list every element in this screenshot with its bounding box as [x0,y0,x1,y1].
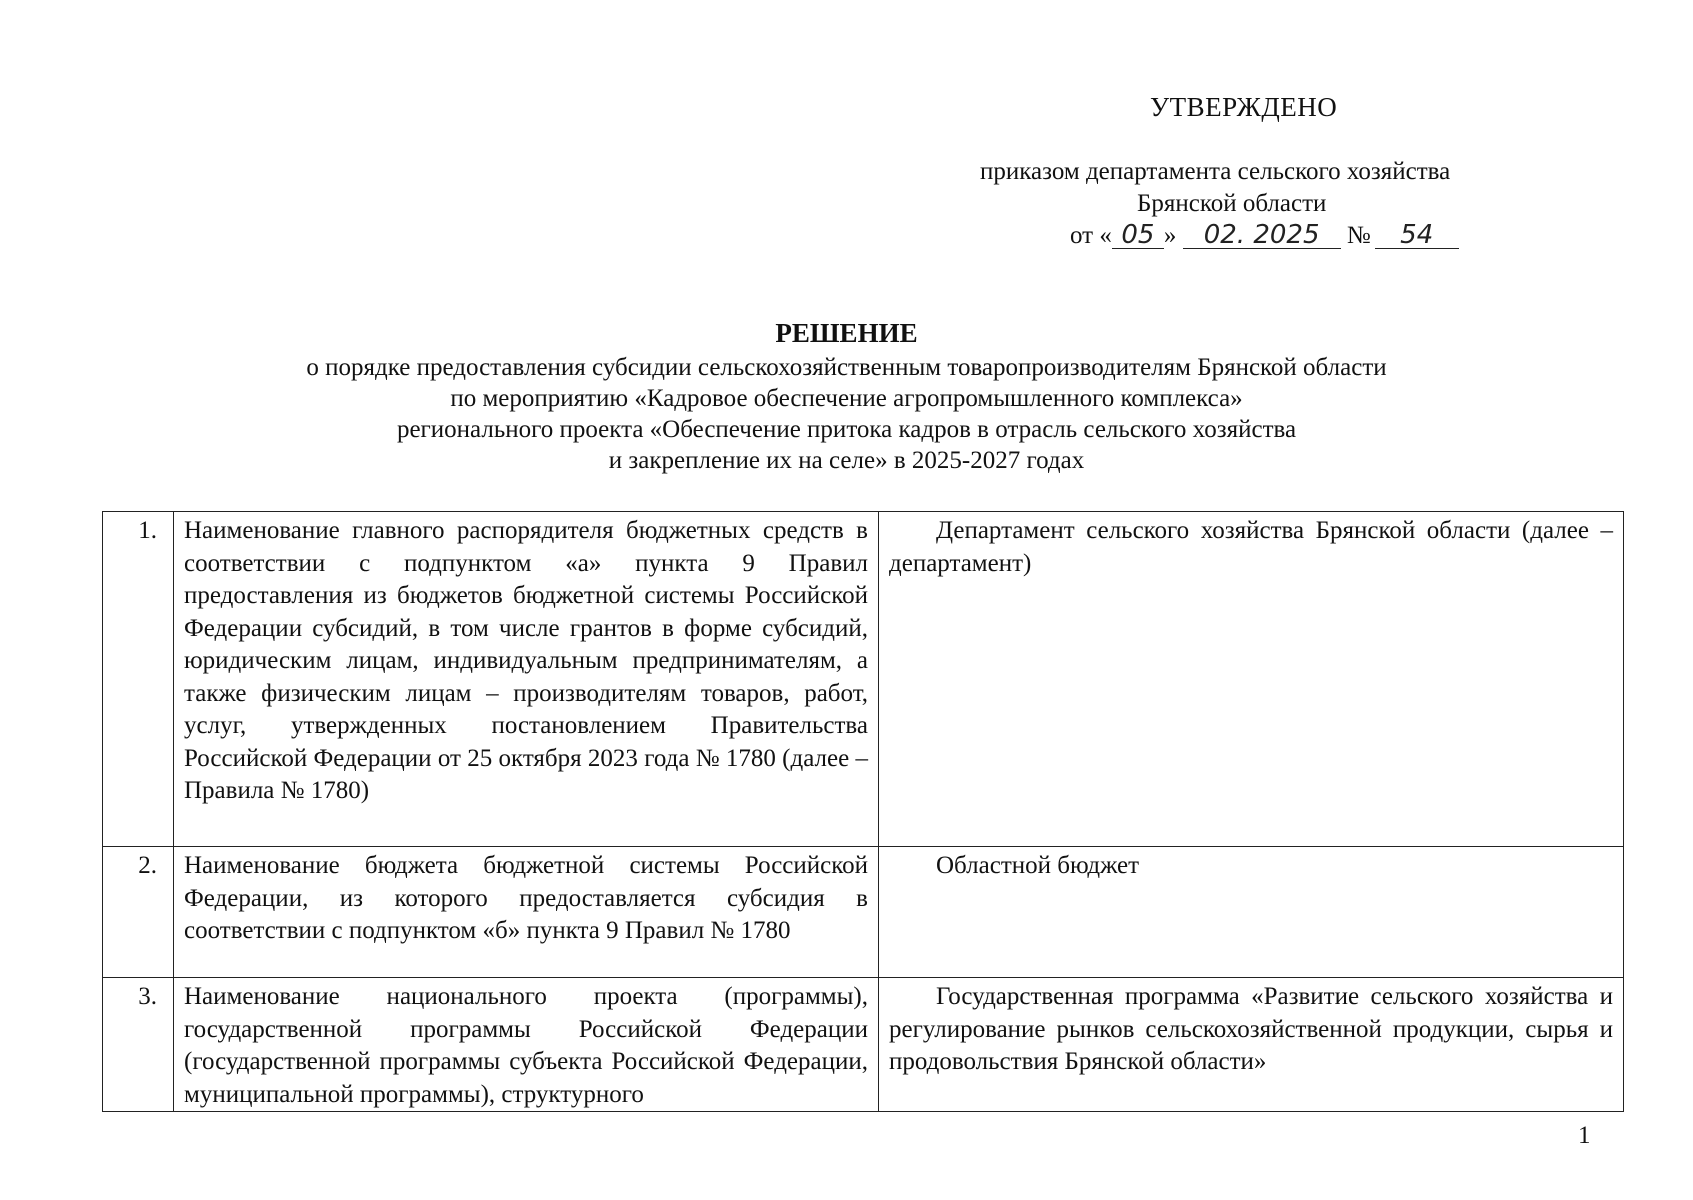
row-number: 3. [103,978,174,1112]
handwritten-day: 05 [1112,222,1164,249]
decision-subtitle-line: и закрепление их на селе» в 2025-2027 годах [608,447,1085,474]
row-value: Областной бюджет [879,847,1624,978]
decision-subtitle-line: о порядке предоставления субсидии сельскохозяйственным товаропроизводителям Брянской области [306,354,1387,381]
decision-subtitle-line: по мероприятию «Кадровое обеспечение агропромышленного комплекса» [450,385,1243,412]
approval-order-line: приказом департамента сельского хозяйства [980,158,1451,185]
approval-title: УТВЕРЖДЕНО [1150,92,1338,122]
from-mid: » [1163,222,1177,249]
row-label: Наименование бюджета бюджетной системы Российской Федерации, из которого предоставляется субсидия в соответствии с подпунктом «б» пункта 9 Правил № 1780 [174,847,879,978]
row-value: Государственная программа «Развитие сельского хозяйства и регулирование рынков сельскохозяйственной продукции, сырья и продовольствия Брянской области» [879,978,1624,1112]
decision-table [102,511,1624,1112]
number-sign: № [1346,222,1371,249]
decision-subtitle-line: регионального проекта «Обеспечение притока кадров в отрасль сельского хозяйства [396,416,1297,443]
decision-title: РЕШЕНИЕ [775,318,918,348]
page-number: 1 [1578,1122,1591,1149]
row-value: Департамент сельского хозяйства Брянской области (далее – департамент) [879,512,1624,847]
row-label: Наименование главного распорядителя бюджетных средств в соответствии с подпунктом «а» пункта 9 Правил предоставления из бюджетов бюджетной системы Российской Федерации субсидий, в том числе грантов в форме субсидий, юридическим лицам, индивидуальным предпринимателям, а также физическим лицам – производителям товаров, работ, услуг, утвержденных постановлением Правительства Российской Федерации от 25 октября 2023 года № 1780 (далее – Правила № 1780) [174,512,879,847]
handwritten-date: 02. 2025 [1183,222,1341,249]
row-label: Наименование национального проекта (программы), государственной программы Российской Федерации (государственной программы субъекта Российской Федерации, муниципальной программы), структурного [174,978,879,1112]
approval-region-line: Брянской области [1137,190,1327,217]
table-row [103,847,1624,978]
row-number: 1. [103,512,174,847]
from-prefix: от « [1070,222,1112,249]
approval-date-line [1070,222,1459,250]
row-number: 2. [103,847,174,978]
table-row [103,512,1624,847]
handwritten-number: 54 [1375,222,1459,249]
table-row [103,978,1624,1112]
